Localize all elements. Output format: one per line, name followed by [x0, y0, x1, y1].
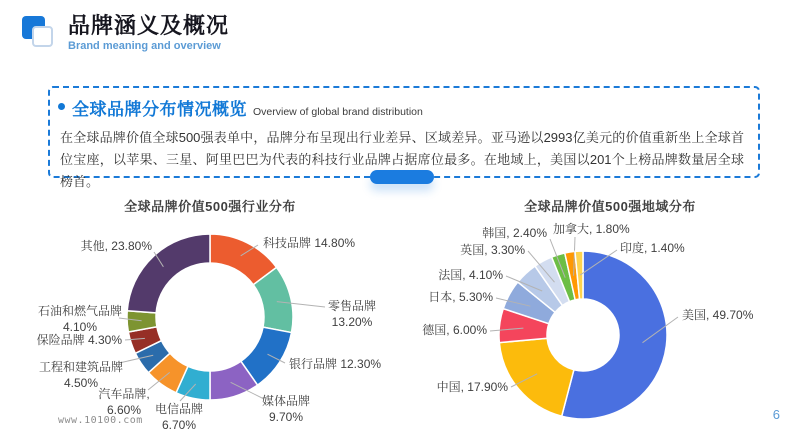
pie-label-uk: 英国, 3.30% [460, 243, 525, 257]
pie-label-oil-gas: 石油和燃气品牌 4.10% [37, 304, 123, 334]
overview-box [48, 86, 760, 189]
region-distribution-chart [420, 190, 800, 434]
page-number: 6 [772, 407, 780, 422]
pie-label-retail: 零售品牌 13.20% [327, 299, 377, 329]
pie-label-france: 法国, 4.10% [438, 268, 503, 282]
page-title: 品牌涵义及概况 [68, 13, 230, 38]
pie-label-china: 中国, 17.90% [436, 380, 508, 394]
pie-label-canada: 加拿大, 1.80% [553, 222, 630, 236]
divider-pill [370, 170, 434, 184]
pie-label-india: 印度, 1.40% [620, 241, 685, 255]
pie-label-media: 媒体品牌 9.70% [261, 394, 311, 424]
page-subtitle: Brand meaning and overview [68, 40, 221, 53]
pie-label-korea: 韩国, 2.40% [482, 226, 547, 240]
pie-label-japan: 日本, 5.30% [428, 290, 493, 304]
pie-label-germany: 德国, 6.00% [422, 323, 487, 337]
bullet-dot-icon [58, 103, 65, 110]
pie-label-auto: 汽车品牌, 6.60% [98, 387, 150, 417]
overlapping-squares-icon [22, 16, 58, 52]
pie-label-bank: 银行品牌 12.30% [289, 357, 382, 371]
industry-distribution-chart-svg [20, 190, 400, 434]
industry-distribution-chart [20, 190, 400, 434]
squares-icon-front [32, 26, 53, 47]
pie-label-usa: 美国, 49.70% [682, 308, 754, 322]
overview-heading: 全球品牌分布情况概览 [72, 100, 247, 119]
overview-heading-row [50, 88, 758, 120]
pie-label-telecom: 电信品牌 6.70% [154, 402, 204, 432]
pie-label-tech: 科技品牌 14.80% [263, 236, 356, 250]
region-chart-title: 全球品牌价值500强地域分布 [524, 199, 696, 214]
slide-header [22, 13, 229, 52]
industry-chart-title: 全球品牌价值500强行业分布 [124, 199, 296, 214]
overview-heading-en: Overview of global brand distribution [253, 106, 423, 118]
overview-body-text: 在全球品牌价值全球500强表单中，品牌分布呈现出行业差异、区域差异。亚马逊以2993亿美元的价值重新坐上全球首位宝座，以苹果、三星、阿里巴巴为代表的科技行业品牌占据席位最多。在地域上，美国以201个上榜品牌数量居全球榜首。 [60, 130, 744, 189]
pie-slice-china [499, 338, 574, 416]
website-watermark: www.10100.com [58, 415, 143, 426]
pie-label-insurance: 保险品牌 4.30% [36, 333, 122, 347]
region-distribution-chart-svg [420, 190, 800, 434]
pie-label-other: 其他, 23.80% [80, 239, 152, 253]
header-text [68, 13, 229, 52]
pie-label-engineering: 工程和建筑品牌 4.50% [38, 360, 124, 390]
